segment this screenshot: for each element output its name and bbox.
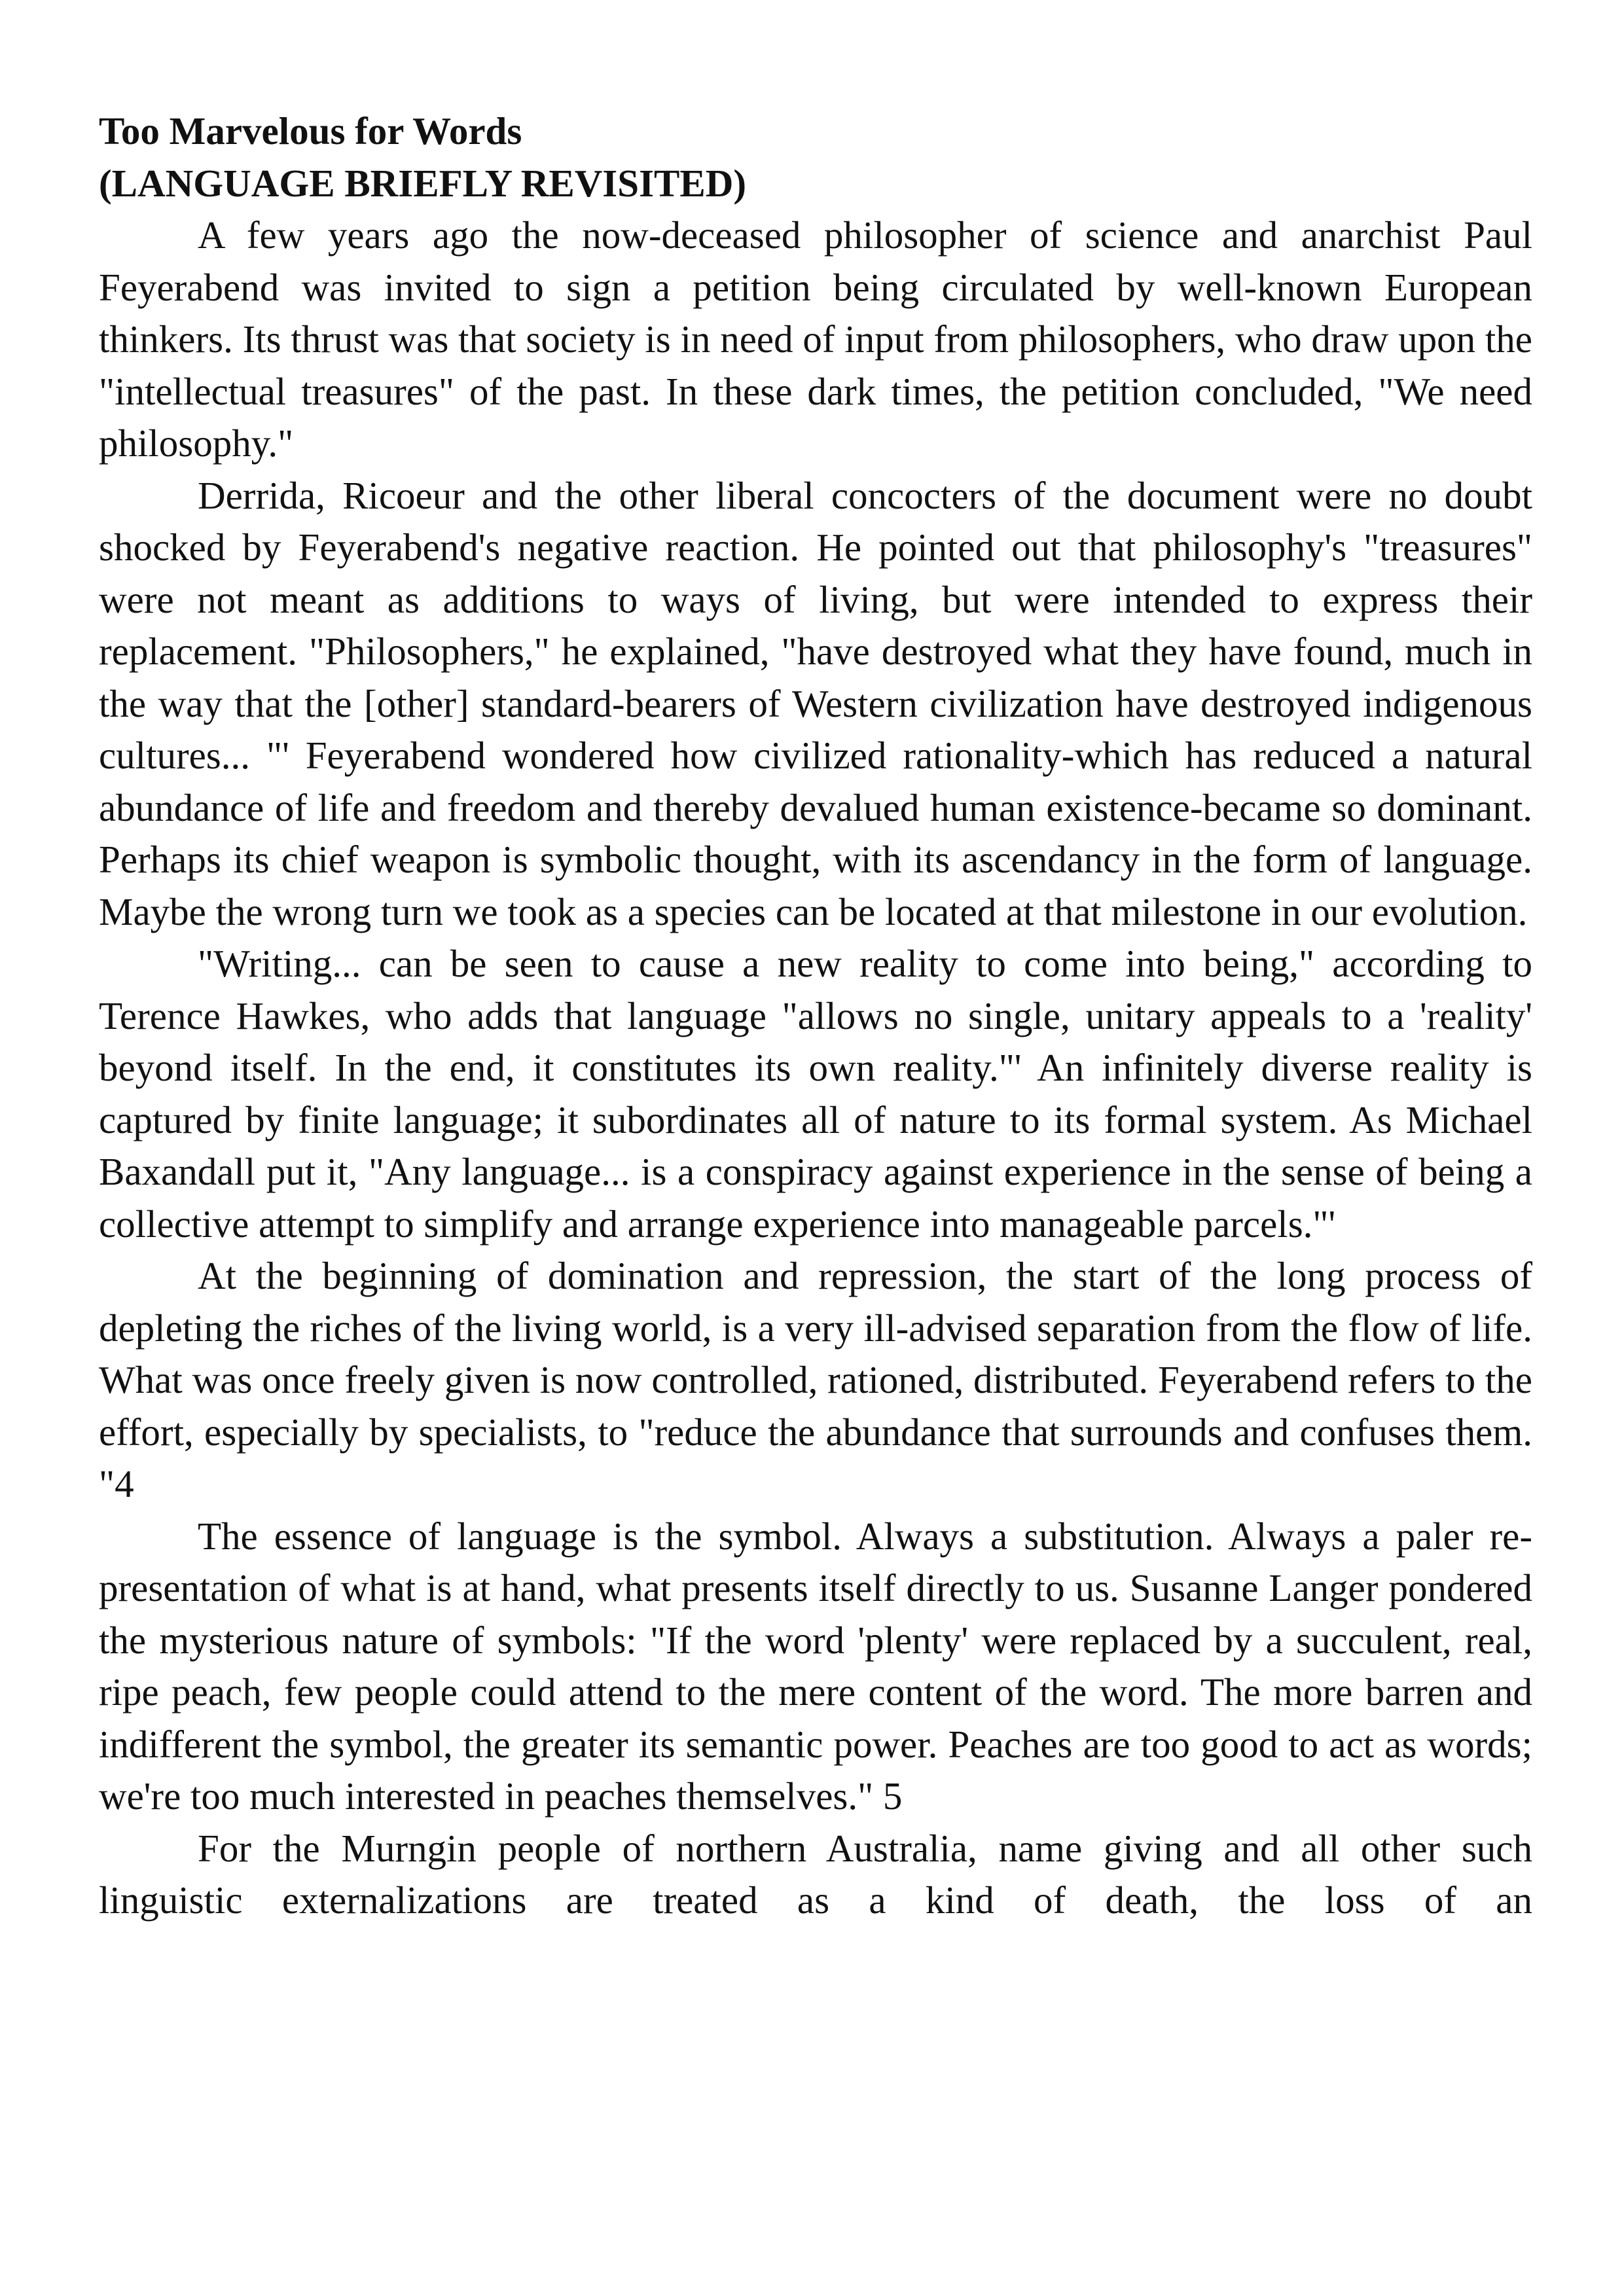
- paragraph-2: Derrida, Ricoeur and the other liberal concocters of the document were no doubt shocked by Feyerabend's negative reaction. He pointed out that philosophy's "treasures" were not meant as additions to ways of living, but were intended to express their replacement. "Philosophers," he explained, "have destroyed what they have found, much in the way that the [other] standard-bearers of Western civilization have destroyed indigenous cultures... "' Feyerabend wondered how civilized rationality-which has reduced a natural abundance of life and freedom and thereby devalued human existence-became so dominant. Perhaps its chief weapon is symbolic thought, with its ascendancy in the form of language. Maybe the wrong turn we took as a species can be located at that milestone in our evolution.: [99, 473, 1532, 933]
- document-subtitle: (LANGUAGE BRIEFLY REVISITED): [99, 162, 746, 205]
- document-page: [99, 105, 1532, 1927]
- document-title: Too Marvelous for Words: [99, 109, 522, 152]
- paragraph-5: The essence of language is the symbol. Always a substitution. Always a paler re-presentation of what is at hand, what presents itself directly to us. Susanne Langer pondered the mysterious nature of symbols: "If the word 'plenty' were replaced by a succulent, real, ripe peach, few people could attend to the mere content of the word. The more barren and indifferent the symbol, the greater its semantic power. Peaches are too good to act as words; we're too much interested in peaches themselves." 5: [99, 1514, 1532, 1818]
- paragraph-4: At the beginning of domination and repression, the start of the long process of depleting the riches of the living world, is a very ill-advised separation from the flow of life. What was once freely given is now controlled, rationed, distributed. Feyerabend refers to the effort, especially by specialists, to "reduce the abundance that surrounds and confuses them. "4: [99, 1254, 1532, 1505]
- paragraph-3: "Writing... can be seen to cause a new reality to come into being," according to Terence Hawkes, who adds that language "allows no single, unitary appeals to a 'reality' beyond itself. In the end, it constitutes its own reality."' An infinitely diverse reality is captured by finite language; it subordinates all of nature to its formal system. As Michael Baxandall put it, "Any language... is a conspiracy against experience in the sense of being a collective attempt to simplify and arrange experience into manageable parcels."': [99, 942, 1532, 1246]
- paragraph-6: For the Murngin people of northern Australia, name giving and all other such linguistic externalizations are treated as a kind of death, the loss of an: [99, 1826, 1532, 1922]
- paragraph-1: A few years ago the now-deceased philosopher of science and anarchist Paul Feyerabend was invited to sign a petition being circulated by well-known European thinkers. Its thrust was that society is in need of input from philosophers, who draw upon the "intellectual treasures" of the past. In these dark times, the petition concluded, "We need philosophy.": [99, 213, 1532, 465]
